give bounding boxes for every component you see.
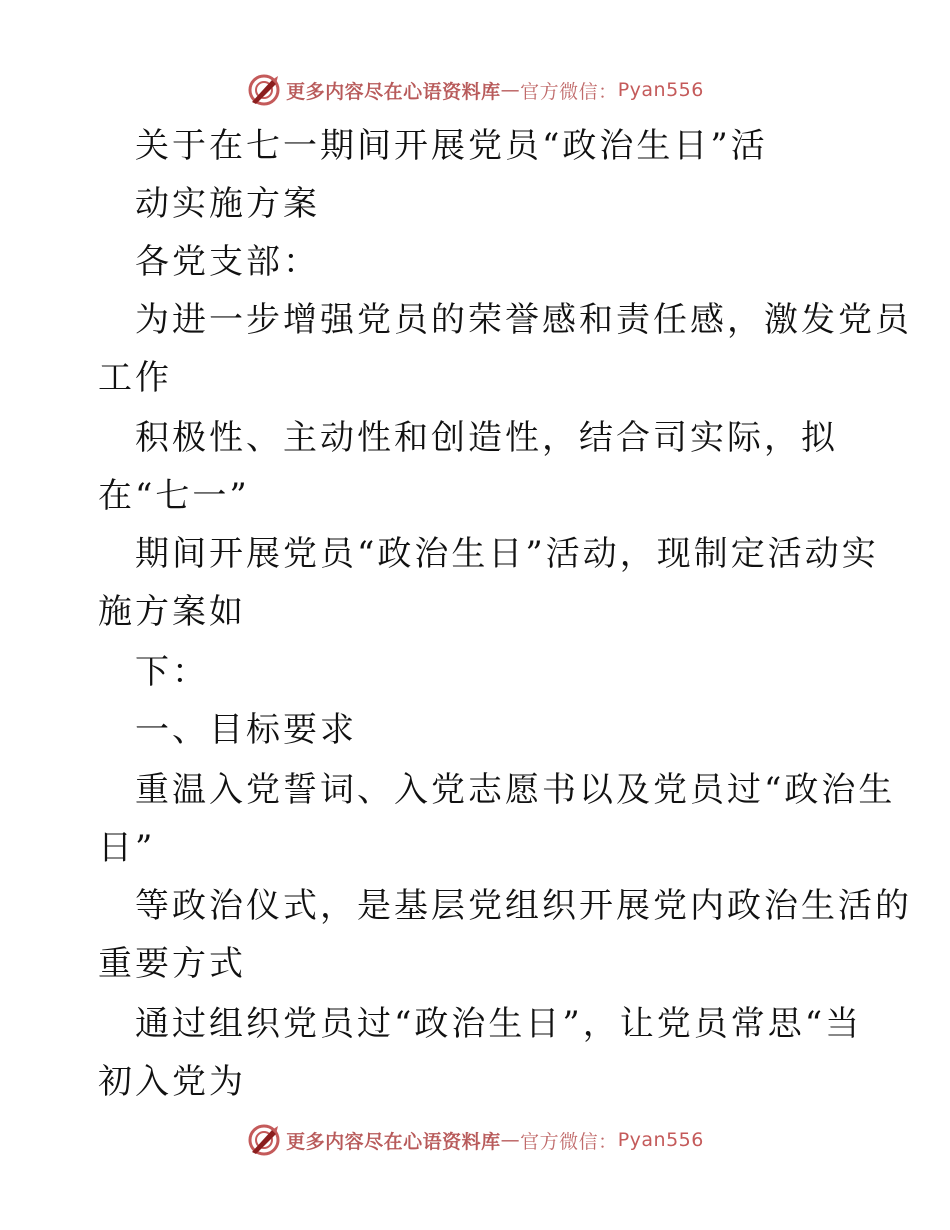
doc-line: 一、目标要求 — [135, 710, 357, 750]
doc-line: 日” — [98, 828, 156, 868]
doc-line: 工作 — [98, 358, 172, 398]
doc-line: 施方案如 — [98, 592, 246, 632]
doc-line: 期间开展党员“政治生日”活动，现制定活动实 — [135, 534, 879, 574]
footer-watermark-dash: — — [500, 1129, 521, 1151]
header-watermark-id: Pyan556 — [617, 79, 704, 101]
brand-logo-icon — [246, 1122, 282, 1158]
header-watermark-sub: 官方微信： — [520, 80, 618, 103]
doc-line: 重温入党誓词、入党志愿书以及党员过“政治生 — [135, 770, 896, 810]
footer-watermark-id: Pyan556 — [617, 1129, 704, 1151]
footer-watermark — [0, 1120, 950, 1160]
doc-line: 积极性、主动性和创造性，结合司实际，拟 — [135, 418, 838, 458]
doc-line: 重要方式 — [98, 944, 246, 984]
doc-line: 下： — [135, 652, 209, 692]
doc-line: 等政治仪式，是基层党组织开展党内政治生活的 — [135, 886, 912, 926]
header-watermark-main: 更多内容尽在心语资料库 — [286, 80, 501, 103]
doc-line: 在“七一” — [98, 476, 250, 516]
doc-line: 为进一步增强党员的荣誉感和责任感，激发党员 — [135, 300, 912, 340]
footer-watermark-sub: 官方微信： — [520, 1130, 618, 1153]
header-watermark-dash: — — [500, 79, 521, 101]
doc-line: 关于在七一期间开展党员“政治生日”活 — [135, 126, 768, 166]
doc-line: 通过组织党员过“政治生日”，让党员常思“当 — [135, 1004, 863, 1044]
doc-line: 动实施方案 — [135, 184, 320, 224]
footer-watermark-text — [286, 1127, 704, 1154]
doc-line: 初入党为 — [98, 1062, 246, 1102]
doc-line: 各党支部： — [135, 242, 320, 282]
footer-watermark-main: 更多内容尽在心语资料库 — [286, 1130, 501, 1153]
